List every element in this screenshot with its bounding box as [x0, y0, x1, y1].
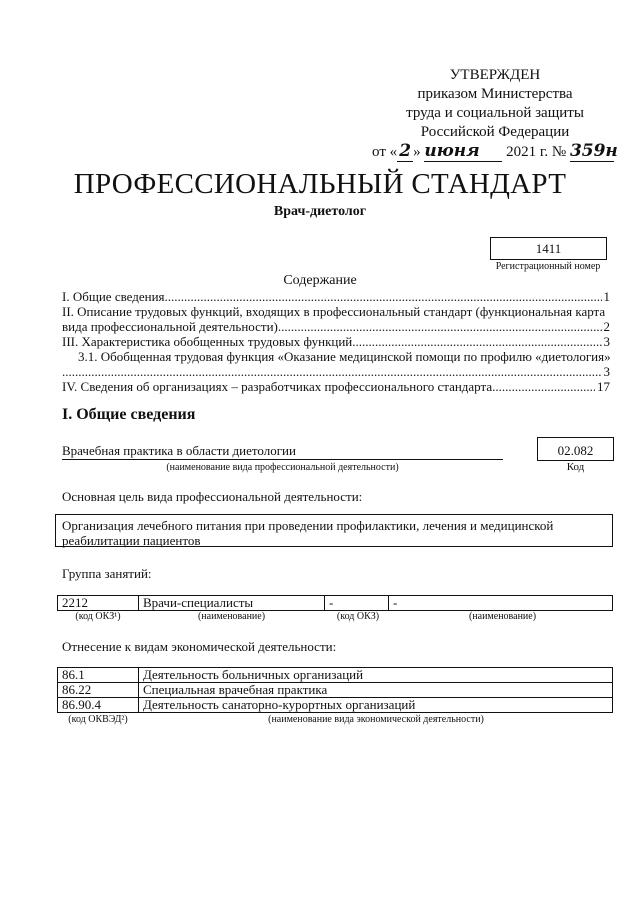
activity-caption: (наименование вида профессиональной деятельности)	[166, 462, 399, 473]
okz-name2-cell: -	[389, 596, 613, 611]
order-number: 359н	[569, 141, 618, 161]
approval-block	[370, 66, 620, 162]
toc-item[interactable]	[62, 289, 610, 304]
okved-name-caption: (наименование вида экономической деятельности)	[268, 714, 484, 725]
activity-code-box: 02.082	[537, 437, 614, 461]
registration-number-box: 1411	[490, 237, 607, 260]
toc-item[interactable]	[62, 379, 610, 394]
date-year: 2021 г. №	[506, 144, 567, 160]
table-row	[58, 698, 613, 713]
okved-name-cell: Деятельность санаторно-курортных организаций	[139, 698, 613, 713]
goal-label: Основная цель вида профессиональной деятельности:	[62, 489, 363, 504]
table-row	[58, 683, 613, 698]
okz-code2-cell: -	[325, 596, 389, 611]
okz-code2-caption: (код ОКЗ)	[336, 611, 380, 622]
toc-item-page: 17	[597, 379, 610, 394]
toc-item[interactable]	[62, 304, 610, 319]
toc-item-text: вида профессиональной деятельности)	[62, 319, 278, 334]
section-heading: I. Общие сведения	[62, 406, 196, 423]
activity-name: Врачебная практика в области диетологии	[62, 443, 503, 460]
approval-line-4: Российской Федерации	[420, 124, 570, 140]
approval-date-line	[366, 142, 620, 162]
goal-text: Организация лечебного питания при проведении профилактики, лечения и медицинской реабилитации пациентов	[55, 514, 613, 547]
toc-item-page: 2	[603, 319, 610, 334]
document-subtitle: Врач-диетолог	[273, 204, 367, 219]
approval-line-3: труда и социальной защиты	[406, 105, 584, 121]
table-row	[58, 668, 613, 683]
document-title: ПРОФЕССИОНАЛЬНЫЙ СТАНДАРТ	[73, 168, 567, 200]
toc-item-page: 3	[603, 334, 610, 349]
okved-code-cell: 86.90.4	[58, 698, 139, 713]
toc-item-text: IV. Сведения об организациях – разработчиках профессионального стандарта	[62, 379, 493, 394]
date-month: июня	[424, 142, 502, 162]
okved-code-cell: 86.22	[58, 683, 139, 698]
okz-name-caption: (наименование)	[197, 611, 266, 622]
economic-activity-table	[57, 667, 613, 713]
okz-code-caption: (код ОКЗ¹)	[75, 611, 121, 622]
approval-line-1: УТВЕРЖДЕН	[449, 67, 541, 83]
registration-number-label: Регистрационный номер	[495, 261, 601, 272]
date-prefix: от «	[372, 144, 398, 160]
table-row	[58, 596, 613, 611]
toc-item[interactable]	[62, 334, 610, 349]
table-of-contents	[62, 289, 610, 394]
toc-item-text: 3.1. Обобщенная трудовая функция «Оказание медицинской помощи по профилю «диетология»	[78, 349, 611, 364]
toc-item-continuation[interactable]	[62, 364, 610, 379]
okz-name-cell: Врачи-специалисты	[139, 596, 325, 611]
okved-code-caption: (код ОКВЭД²)	[68, 714, 128, 725]
toc-item-page: 3	[603, 364, 610, 379]
okved-name-cell: Деятельность больничных организаций	[139, 668, 613, 683]
activity-code-caption: Код	[566, 461, 585, 473]
toc-item-text: III. Характеристика обобщенных трудовых функций	[62, 334, 353, 349]
date-day: 2	[397, 142, 413, 162]
toc-item-page: 1	[603, 289, 610, 304]
approval-line-2: приказом Министерства	[417, 86, 573, 102]
econ-label: Отнесение к видам экономической деятельности:	[62, 639, 337, 654]
occupation-group-table	[57, 595, 613, 611]
toc-item[interactable]	[62, 349, 610, 364]
okved-code-cell: 86.1	[58, 668, 139, 683]
contents-title: Содержание	[283, 273, 357, 288]
toc-item-text: I. Общие сведения	[62, 289, 165, 304]
toc-item-continuation[interactable]	[62, 319, 610, 334]
okved-name-cell: Специальная врачебная практика	[139, 683, 613, 698]
okz-code-cell: 2212	[58, 596, 139, 611]
okz-name2-caption: (наименование)	[468, 611, 537, 622]
group-label: Группа занятий:	[62, 566, 152, 581]
toc-item-text: II. Описание трудовых функций, входящих в профессиональный стандарт (функциональная карта	[62, 304, 606, 319]
date-mid: »	[413, 144, 421, 160]
